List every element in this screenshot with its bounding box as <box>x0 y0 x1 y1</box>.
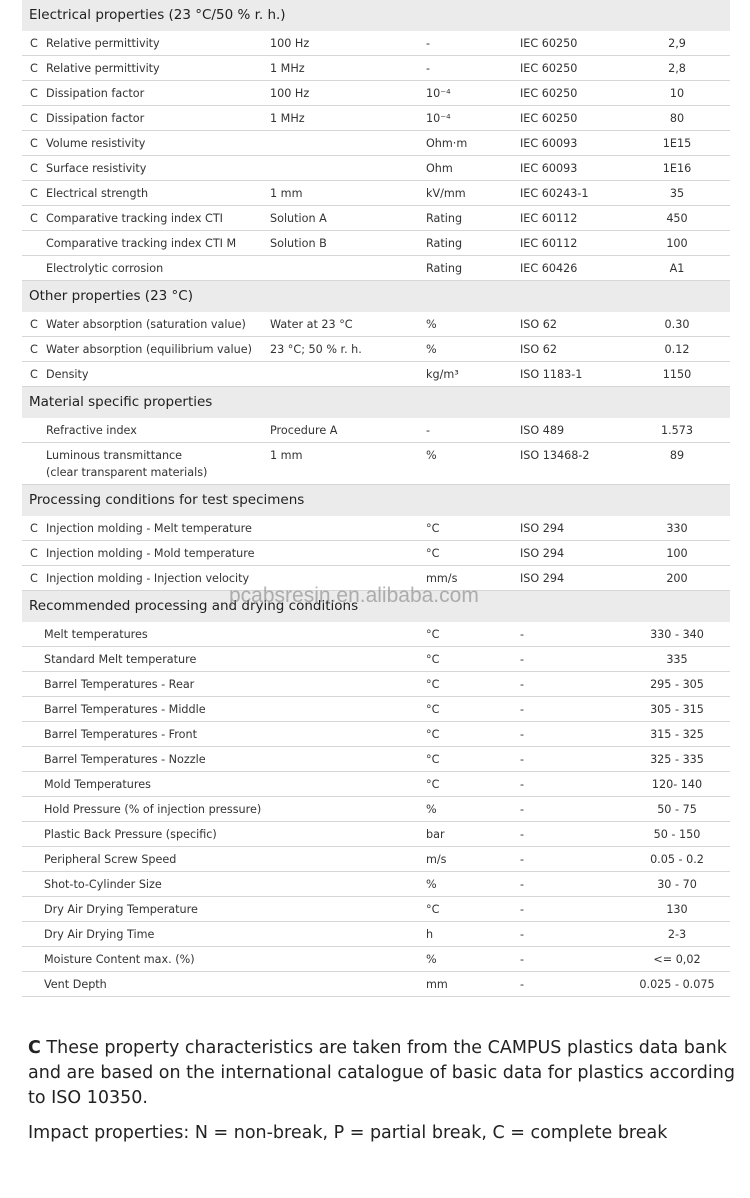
value: 335 <box>666 653 688 666</box>
campus-flag: C <box>30 318 38 331</box>
test-standard: ISO 13468-2 <box>520 449 590 462</box>
property-name: Injection molding - Injection velocity <box>46 572 250 585</box>
unit: kg/m³ <box>426 368 459 381</box>
unit: °C <box>426 653 440 666</box>
property-name-line2: (clear transparent materials) <box>46 466 208 479</box>
property-name: Barrel Temperatures - Front <box>44 728 197 741</box>
property-name: Volume resistivity <box>46 137 146 150</box>
value: 100 <box>666 547 688 560</box>
value: 330 - 340 <box>650 628 704 641</box>
campus-flag: C <box>30 137 38 150</box>
value: 10 <box>669 87 685 100</box>
campus-flag: C <box>30 62 38 75</box>
watermark: pcabsresin.en.alibaba.com <box>229 584 479 607</box>
processing-rows <box>22 516 730 591</box>
test-standard: ISO 294 <box>520 572 565 585</box>
test-condition: 100 Hz <box>270 37 310 50</box>
property-name: Refractive index <box>46 424 137 437</box>
test-standard: - <box>520 703 525 716</box>
value: 2,9 <box>668 37 686 50</box>
test-standard: - <box>520 853 525 866</box>
unit: °C <box>426 628 440 641</box>
table-row <box>22 443 730 485</box>
property-name: Relative permittivity <box>46 37 160 50</box>
table-row <box>22 31 730 56</box>
test-standard: IEC 60093 <box>520 162 578 175</box>
unit: % <box>426 449 437 462</box>
test-standard: - <box>520 953 525 966</box>
test-condition: 23 °C; 50 % r. h. <box>270 343 362 356</box>
value: 305 - 315 <box>650 703 704 716</box>
test-standard: IEC 60250 <box>520 62 578 75</box>
property-name: Injection molding - Mold temperature <box>46 547 255 560</box>
value: 130 <box>666 903 688 916</box>
impact-note: Impact properties: N = non-break, P = partial break, C = complete break <box>28 1123 668 1143</box>
campus-flag: C <box>30 112 38 125</box>
test-standard: - <box>520 903 525 916</box>
value: 50 - 150 <box>653 828 701 841</box>
property-name: Water absorption (saturation value) <box>46 318 246 331</box>
electrical-rows <box>22 31 730 281</box>
test-standard: - <box>520 728 525 741</box>
property-name: Electrolytic corrosion <box>46 262 164 275</box>
table-row <box>22 972 730 997</box>
campus-flag: C <box>30 522 38 535</box>
campus-flag: C <box>30 368 38 381</box>
test-condition: 1 mm <box>270 187 303 200</box>
unit: Rating <box>426 212 463 225</box>
unit: °C <box>426 678 440 691</box>
value: 1150 <box>662 368 692 381</box>
test-standard: - <box>520 653 525 666</box>
value: 80 <box>669 112 685 125</box>
table-row <box>22 312 730 337</box>
property-name: Dry Air Drying Temperature <box>44 903 198 916</box>
test-standard: IEC 60243-1 <box>520 187 589 200</box>
table-row <box>22 362 730 387</box>
section-heading-recommended: Recommended processing and drying conditions <box>22 591 730 622</box>
test-condition: Procedure A <box>270 424 338 437</box>
table-row <box>22 722 730 747</box>
test-condition: Solution A <box>270 212 327 225</box>
unit: kV/mm <box>426 187 466 200</box>
property-name: Electrical strength <box>46 187 149 200</box>
table-row <box>22 647 730 672</box>
value: 30 - 70 <box>657 878 697 891</box>
unit: 10⁻⁴ <box>426 87 451 100</box>
unit: h <box>426 928 434 941</box>
property-name: Dry Air Drying Time <box>44 928 155 941</box>
property-name: Dissipation factor <box>46 87 145 100</box>
campus-flag: C <box>30 212 38 225</box>
table-row <box>22 797 730 822</box>
test-standard: - <box>520 678 525 691</box>
value: 295 - 305 <box>650 678 704 691</box>
test-standard: ISO 489 <box>520 424 565 437</box>
campus-flag: C <box>30 572 38 585</box>
property-name-line1: Luminous transmittance <box>46 449 183 462</box>
section-heading-other: Other properties (23 °C) <box>22 281 730 312</box>
property-name: Moisture Content max. (%) <box>44 953 195 966</box>
table-row <box>22 81 730 106</box>
unit: % <box>426 318 437 331</box>
table-row <box>22 872 730 897</box>
value: 1E16 <box>662 162 692 175</box>
property-name: Shot-to-Cylinder Size <box>44 878 162 891</box>
value: 200 <box>666 572 688 585</box>
value: 450 <box>666 212 688 225</box>
test-standard: IEC 60426 <box>520 262 578 275</box>
test-standard: - <box>520 778 525 791</box>
unit: °C <box>426 728 440 741</box>
test-standard: IEC 60250 <box>520 112 578 125</box>
test-standard: IEC 60112 <box>520 237 578 250</box>
value: 0.30 <box>664 318 690 331</box>
campus-flag: C <box>30 162 38 175</box>
test-standard: - <box>520 978 525 991</box>
value: 89 <box>669 449 685 462</box>
table-row <box>22 181 730 206</box>
property-name: Hold Pressure (% of injection pressure) <box>44 803 262 816</box>
property-name: Barrel Temperatures - Rear <box>44 678 195 691</box>
campus-flag: C <box>30 87 38 100</box>
test-condition: Water at 23 °C <box>270 318 353 331</box>
table-row <box>22 922 730 947</box>
recommended-rows <box>22 622 730 997</box>
value: A1 <box>669 262 685 275</box>
campus-flag: C <box>30 37 38 50</box>
table-row <box>22 697 730 722</box>
value: 330 <box>666 522 688 535</box>
property-name: Dissipation factor <box>46 112 145 125</box>
test-standard: ISO 294 <box>520 522 565 535</box>
unit: - <box>426 37 431 50</box>
table-row <box>22 206 730 231</box>
unit: 10⁻⁴ <box>426 112 451 125</box>
property-name: Melt temperatures <box>44 628 148 641</box>
unit: % <box>426 878 437 891</box>
footnotes <box>28 1036 738 1146</box>
unit: mm <box>426 978 448 991</box>
test-condition: 100 Hz <box>270 87 310 100</box>
property-name: Barrel Temperatures - Middle <box>44 703 206 716</box>
table-row <box>22 772 730 797</box>
test-condition: 1 mm <box>270 449 303 462</box>
campus-flag: C <box>30 187 38 200</box>
test-standard: IEC 60250 <box>520 37 578 50</box>
property-name: Comparative tracking index CTI M <box>46 237 237 250</box>
unit: % <box>426 953 437 966</box>
value: 0.025 - 0.075 <box>639 978 715 991</box>
value: 100 <box>666 237 688 250</box>
unit: m/s <box>426 853 447 866</box>
property-name: Peripheral Screw Speed <box>44 853 177 866</box>
property-name: Standard Melt temperature <box>44 653 197 666</box>
section-heading-processing: Processing conditions for test specimens <box>22 485 730 516</box>
test-condition: Solution B <box>270 237 327 250</box>
campus-note <box>28 1036 738 1111</box>
table-row <box>22 847 730 872</box>
campus-mark: C <box>28 1038 41 1058</box>
unit: mm/s <box>426 572 458 585</box>
table-row <box>22 622 730 647</box>
value: 120- 140 <box>651 778 703 791</box>
property-name: Vent Depth <box>44 978 107 991</box>
property-name: Barrel Temperatures - Nozzle <box>44 753 206 766</box>
value: 35 <box>669 187 685 200</box>
table-row <box>22 156 730 181</box>
property-name: Comparative tracking index CTI <box>46 212 223 225</box>
property-name: Water absorption (equilibrium value) <box>46 343 252 356</box>
unit: °C <box>426 547 440 560</box>
unit: % <box>426 343 437 356</box>
table-row <box>22 516 730 541</box>
table-row <box>22 822 730 847</box>
table-row <box>22 106 730 131</box>
value: 1E15 <box>662 137 692 150</box>
property-name: Surface resistivity <box>46 162 147 175</box>
table-row <box>22 947 730 972</box>
value: 2-3 <box>667 928 687 941</box>
property-name: Relative permittivity <box>46 62 160 75</box>
material-rows <box>22 418 730 485</box>
unit: Ohm·m <box>426 137 468 150</box>
table-row <box>22 747 730 772</box>
unit: °C <box>426 903 440 916</box>
test-standard: - <box>520 878 525 891</box>
test-standard: - <box>520 753 525 766</box>
test-standard: IEC 60250 <box>520 87 578 100</box>
unit: Rating <box>426 262 463 275</box>
campus-flag: C <box>30 547 38 560</box>
campus-flag: C <box>30 343 38 356</box>
test-standard: IEC 60112 <box>520 212 578 225</box>
value: 0.12 <box>664 343 690 356</box>
property-name: Density <box>46 368 89 381</box>
value: 50 - 75 <box>657 803 697 816</box>
table-row <box>22 56 730 81</box>
section-heading-electrical: Electrical properties (23 °C/50 % r. h.) <box>22 0 730 31</box>
datasheet <box>22 0 730 997</box>
property-name: Injection molding - Melt temperature <box>46 522 252 535</box>
value: 2,8 <box>668 62 686 75</box>
unit: °C <box>426 703 440 716</box>
unit: °C <box>426 522 440 535</box>
unit: Rating <box>426 237 463 250</box>
table-row <box>22 256 730 281</box>
table-row <box>22 337 730 362</box>
test-standard: - <box>520 628 525 641</box>
table-row <box>22 231 730 256</box>
test-standard: - <box>520 928 525 941</box>
campus-note-text: These property characteristics are taken from the CAMPUS plastics data bank and are based on the international catalogue of basic data for plastics according to ISO 10350. <box>28 1038 735 1108</box>
table-row <box>22 541 730 566</box>
test-standard: IEC 60093 <box>520 137 578 150</box>
table-row <box>22 418 730 443</box>
test-standard: - <box>520 828 525 841</box>
unit: - <box>426 424 431 437</box>
test-standard: ISO 1183-1 <box>520 368 583 381</box>
unit: Ohm <box>426 162 453 175</box>
test-standard: ISO 62 <box>520 343 557 356</box>
value: 325 - 335 <box>650 753 704 766</box>
property-name <box>46 447 207 481</box>
value: 0.05 - 0.2 <box>650 853 704 866</box>
value: 315 - 325 <box>650 728 704 741</box>
section-heading-material: Material specific properties <box>22 387 730 418</box>
value: <= 0,02 <box>653 953 701 966</box>
test-condition: 1 MHz <box>270 112 305 125</box>
table-row <box>22 672 730 697</box>
test-standard: ISO 62 <box>520 318 557 331</box>
property-name: Plastic Back Pressure (specific) <box>44 828 217 841</box>
unit: - <box>426 62 431 75</box>
unit: °C <box>426 778 440 791</box>
test-standard: ISO 294 <box>520 547 565 560</box>
table-row <box>22 131 730 156</box>
test-standard: - <box>520 803 525 816</box>
unit: % <box>426 803 437 816</box>
table-row <box>22 897 730 922</box>
unit: bar <box>426 828 445 841</box>
value: 1.573 <box>660 424 694 437</box>
test-condition: 1 MHz <box>270 62 305 75</box>
unit: °C <box>426 753 440 766</box>
other-rows <box>22 312 730 387</box>
property-name: Mold Temperatures <box>44 778 151 791</box>
